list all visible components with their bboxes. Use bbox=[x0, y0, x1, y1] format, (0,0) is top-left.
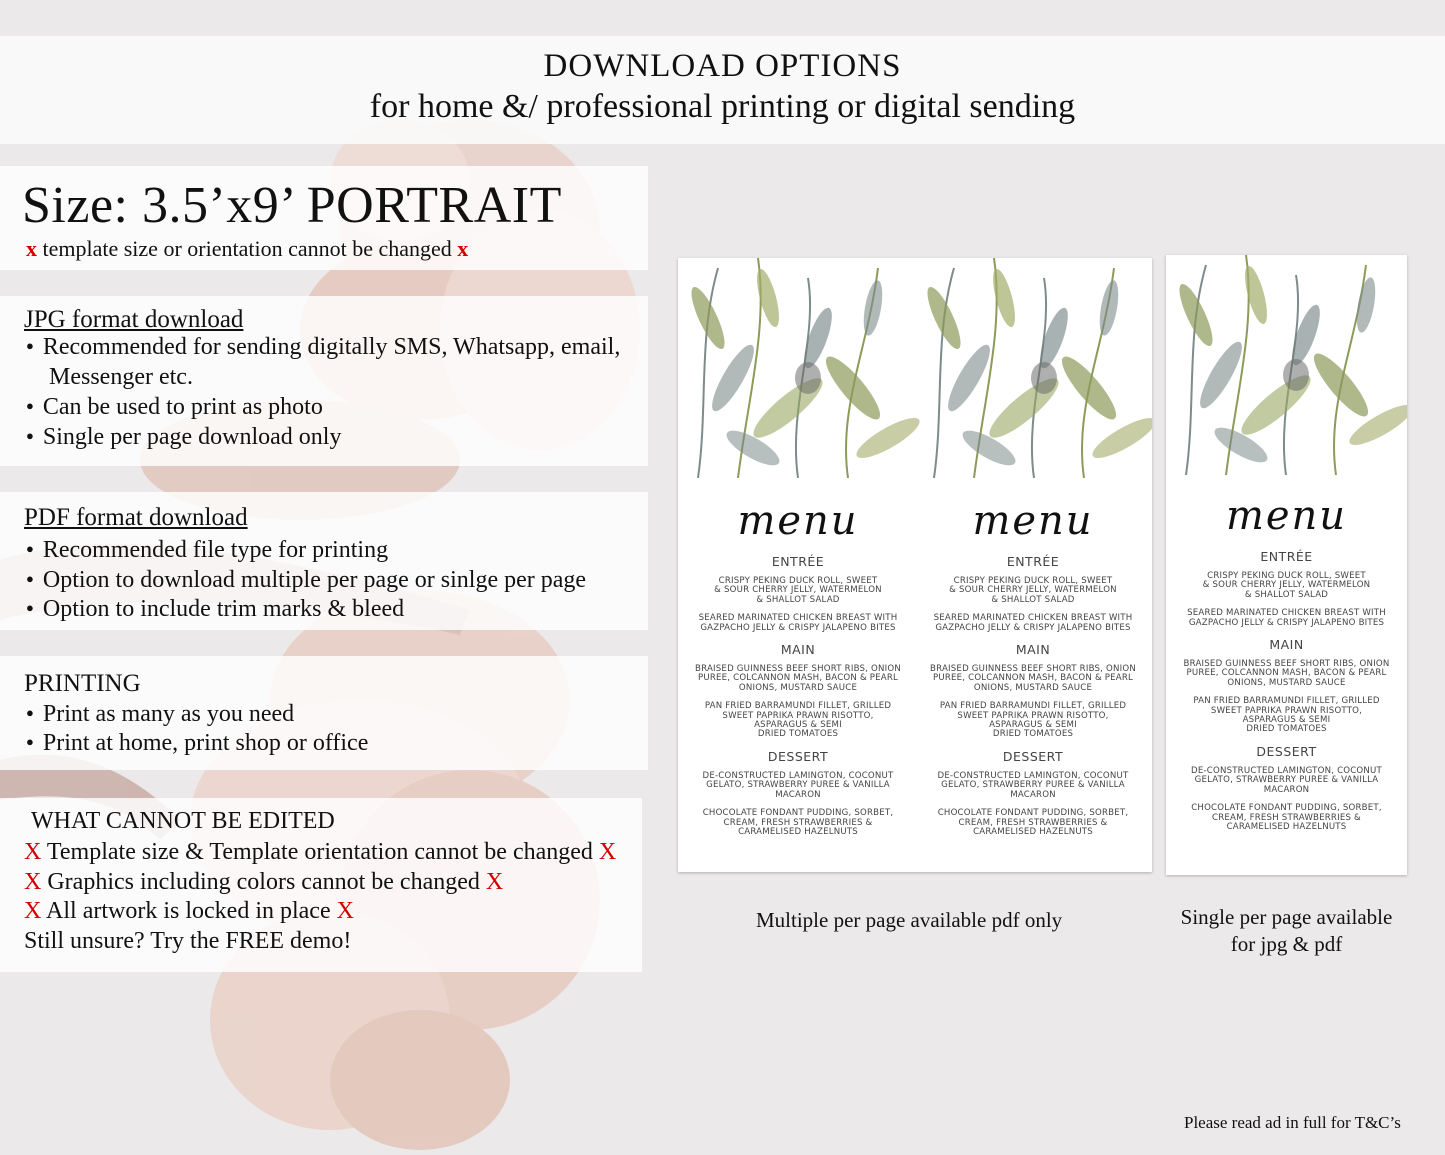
pdf-panel bbox=[0, 492, 648, 630]
menu-item: PAN FRIED BARRAMUNDI FILLET, GRILLED SWEET PAPRIKA PRAWN RISOTTO, ASPARAGUS & SEMI DRIED TOMATOES bbox=[704, 701, 892, 740]
menu-card-single bbox=[1166, 255, 1407, 875]
cannot-edit-item-text: Graphics including colors cannot be changed bbox=[47, 869, 480, 895]
cannot-edit-item bbox=[24, 869, 503, 896]
x-mark-icon: x bbox=[26, 236, 37, 261]
footer-note: Please read ad in full for T&C’s bbox=[1184, 1113, 1401, 1132]
x-mark-icon: X bbox=[24, 839, 42, 865]
menu-item: BRAISED GUINNESS BEEF SHORT RIBS, ONION PUREE, COLCANNON MASH, BACON & PEARL ONIONS, MUSTARD SAUCE bbox=[695, 664, 901, 693]
menu-heading: ENTRÉE bbox=[771, 554, 825, 569]
menu-item: CHOCOLATE FONDANT PUDDING, SORBET, CREAM, FRESH STRAWBERRIES & CARAMELISED HAZELNUTS bbox=[937, 808, 1129, 837]
menu-item: CHOCOLATE FONDANT PUDDING, SORBET, CREAM, FRESH STRAWBERRIES & CARAMELISED HAZELNUTS bbox=[1191, 803, 1382, 832]
jpg-title: JPG format download bbox=[24, 306, 244, 333]
size-note-text: template size or orientation cannot be changed bbox=[42, 236, 452, 261]
menu-heading: DESSERT bbox=[1256, 743, 1317, 759]
caption-single-line1: Single per page available bbox=[1180, 905, 1393, 929]
printing-title: PRINTING bbox=[24, 670, 141, 697]
menu-item: SEARED MARINATED CHICKEN BREAST WITH GAZPACHO JELLY & CRISPY JALAPENO BITES bbox=[933, 613, 1133, 633]
menu-item: DE-CONSTRUCTED LAMINGTON, COCONUT GELATO, STRAWBERRY PUREE & VANILLA MACARON bbox=[702, 770, 894, 800]
x-mark-icon: x bbox=[457, 236, 469, 261]
menu-heading: ENTRÉE bbox=[1260, 549, 1313, 564]
menu-item: SEARED MARINATED CHICKEN BREAST WITH GAZPACHO JELLY & CRISPY JALAPENO BITES bbox=[698, 613, 898, 633]
size-note bbox=[26, 236, 468, 262]
printing-bullet: ● Print as many as you need bbox=[24, 701, 294, 728]
size-title: Size: 3.5’x9’ PORTRAIT bbox=[22, 177, 562, 234]
menu-column bbox=[923, 494, 1143, 846]
jpg-panel bbox=[0, 296, 648, 466]
menu-heading: MAIN bbox=[780, 642, 816, 658]
menu-item: CRISPY PEKING DUCK ROLL, SWEET & SOUR CHERRY JELLY, WATERMELON & SHALLOT SALAD bbox=[949, 576, 1117, 605]
pdf-bullet: ● Option to download multiple per page or sinlge per page bbox=[24, 567, 586, 594]
x-mark-icon: X bbox=[485, 869, 504, 895]
pdf-bullet: ● Option to include trim marks & bleed bbox=[24, 596, 404, 623]
jpg-bullet: ● Can be used to print as photo bbox=[24, 394, 323, 421]
menu-card-multiple bbox=[678, 258, 1152, 872]
menu-script-title: menu bbox=[972, 498, 1094, 544]
jpg-bullet: ● Recommended for sending digitally SMS, Whatsapp, email, bbox=[24, 334, 620, 361]
menu-heading: DESSERT bbox=[1002, 748, 1064, 764]
menu-heading: DESSERT bbox=[767, 748, 829, 764]
cannot-edit-item bbox=[24, 898, 354, 925]
pdf-bullet: ● Recommended file type for printing bbox=[24, 537, 388, 564]
printing-panel bbox=[0, 656, 648, 770]
leaf-illustration bbox=[678, 258, 1152, 478]
header-title: DOWNLOAD OPTIONS bbox=[543, 48, 902, 84]
menu-item: CHOCOLATE FONDANT PUDDING, SORBET, CREAM, FRESH STRAWBERRIES & CARAMELISED HAZELNUTS bbox=[702, 808, 894, 837]
cannot-edit-item-text: All artwork is locked in place bbox=[46, 898, 331, 924]
menu-item: PAN FRIED BARRAMUNDI FILLET, GRILLED SWEET PAPRIKA PRAWN RISOTTO, ASPARAGUS & SEMI DRIED TOMATOES bbox=[1193, 696, 1380, 735]
menu-heading: MAIN bbox=[1015, 642, 1051, 658]
printing-bullet: ● Print at home, print shop or office bbox=[24, 730, 368, 757]
menu-column bbox=[688, 494, 908, 846]
menu-item: CRISPY PEKING DUCK ROLL, SWEET & SOUR CHERRY JELLY, WATERMELON & SHALLOT SALAD bbox=[1202, 571, 1371, 600]
menu-item: DE-CONSTRUCTED LAMINGTON, COCONUT GELATO, STRAWBERRY PUREE & VANILLA MACARON bbox=[937, 770, 1129, 800]
jpg-bullet-continuation: Messenger etc. bbox=[49, 364, 193, 390]
menu-item: BRAISED GUINNESS BEEF SHORT RIBS, ONION PUREE, COLCANNON MASH, BACON & PEARL ONIONS, MUSTARD SAUCE bbox=[1183, 659, 1390, 688]
header-band bbox=[0, 36, 1445, 144]
x-mark-icon: X bbox=[598, 839, 617, 865]
jpg-bullet: ● Single per page download only bbox=[24, 424, 341, 451]
leaf-illustration bbox=[1166, 255, 1407, 475]
x-mark-icon: X bbox=[336, 898, 354, 924]
menu-heading: MAIN bbox=[1269, 637, 1304, 653]
menu-script-title: menu bbox=[1225, 493, 1348, 539]
caption-single-line2: for jpg & pdf bbox=[1230, 932, 1343, 956]
x-mark-icon: X bbox=[24, 869, 42, 895]
menu-script-title: menu bbox=[737, 498, 859, 544]
cannot-edit-item bbox=[24, 839, 616, 866]
demo-line: Still unsure? Try the FREE demo! bbox=[24, 928, 352, 954]
cannot-edit-item-text: Template size & Template orientation cannot be changed bbox=[46, 839, 593, 865]
cannot-edit-panel bbox=[0, 798, 642, 972]
size-panel bbox=[0, 166, 648, 270]
menu-column bbox=[1176, 489, 1397, 841]
menu-item: BRAISED GUINNESS BEEF SHORT RIBS, ONION PUREE, COLCANNON MASH, BACON & PEARL ONIONS, MUSTARD SAUCE bbox=[930, 664, 1136, 693]
pdf-title: PDF format download bbox=[24, 504, 248, 531]
menu-item: SEARED MARINATED CHICKEN BREAST WITH GAZPACHO JELLY & CRISPY JALAPENO BITES bbox=[1187, 608, 1386, 628]
menu-item: PAN FRIED BARRAMUNDI FILLET, GRILLED SWEET PAPRIKA PRAWN RISOTTO, ASPARAGUS & SEMI DRIED TOMATOES bbox=[939, 701, 1127, 740]
cannot-edit-title: WHAT CANNOT BE EDITED bbox=[31, 808, 335, 834]
menu-item: DE-CONSTRUCTED LAMINGTON, COCONUT GELATO, STRAWBERRY PUREE & VANILLA MACARON bbox=[1191, 765, 1382, 795]
header-subtitle: for home &/ professional printing or digital sending bbox=[369, 88, 1076, 125]
menu-heading: ENTRÉE bbox=[1006, 554, 1060, 569]
caption-multiple: Multiple per page available pdf only bbox=[756, 908, 1063, 932]
menu-item: CRISPY PEKING DUCK ROLL, SWEET & SOUR CHERRY JELLY, WATERMELON & SHALLOT SALAD bbox=[714, 576, 882, 605]
x-mark-icon: X bbox=[24, 898, 42, 924]
